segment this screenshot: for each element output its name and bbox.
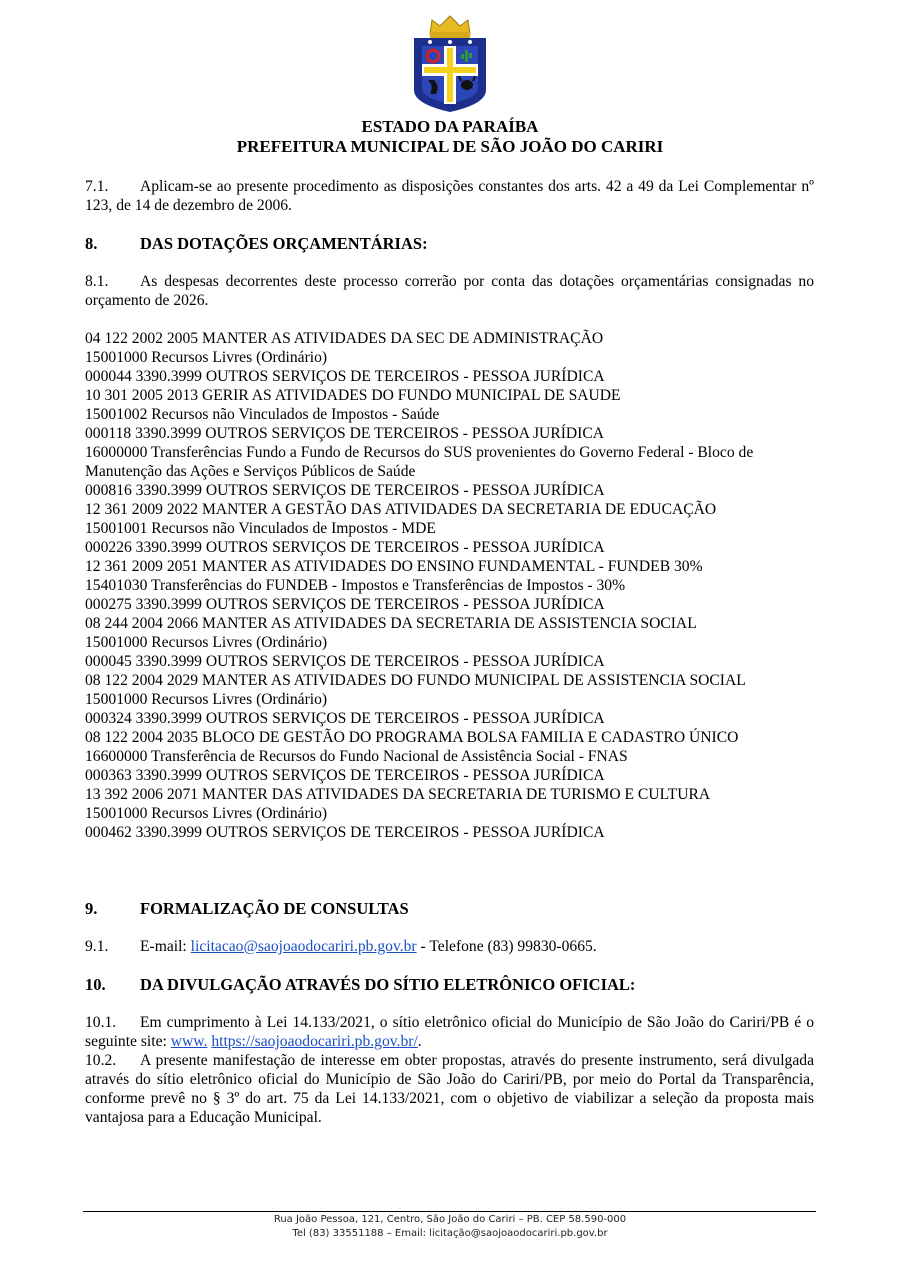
paragraph-text: A presente manifestação de interesse em obter propostas, através do presente instrumento, será divulgada através do sítio eletrônico oficial do Município de São João do Cariri/PB, por meio do Portal da Transparência, conforme prevê no § 3º do art. 75 da Lei 14.133/2021, com o objetivo de viabilizar a seleção da proposta mais vantajosa para a Educação Municipal. (85, 1052, 814, 1126)
section-title: DAS DOTAÇÕES ORÇAMENTÁRIAS: (140, 234, 428, 253)
paragraph-number: 8.1. (85, 273, 109, 290)
budget-line: 08 122 2004 2029 MANTER AS ATIVIDADES DO FUNDO MUNICIPAL DE ASSISTENCIA SOCIAL (85, 672, 746, 689)
budget-line: 000816 3390.3999 OUTROS SERVIÇOS DE TERCEIROS - PESSOA JURÍDICA (85, 482, 605, 499)
section-8-heading (85, 234, 814, 253)
budget-line: 15001000 Recursos Livres (Ordinário) (85, 805, 328, 822)
budget-line: 16000000 Transferências Fundo a Fundo de Recursos do SUS provenientes do Governo Federal - Bloco de Manutenção das Ações e Serviços Públicos de Saúde (85, 444, 754, 480)
phone-text: - Telefone (83) 99830-0665. (416, 938, 597, 955)
budget-line: 000462 3390.3999 OUTROS SERVIÇOS DE TERCEIROS - PESSOA JURÍDICA (85, 824, 605, 841)
paragraph-9-1 (85, 937, 814, 956)
paragraph-10-1 (85, 1013, 814, 1051)
paragraph-text: Aplicam-se ao presente procedimento as disposições constantes dos arts. 42 a 49 da Lei Complementar nº 123, de 14 de dezembro de 2006. (85, 178, 814, 214)
budget-line: 000275 3390.3999 OUTROS SERVIÇOS DE TERCEIROS - PESSOA JURÍDICA (85, 596, 605, 613)
budget-line: 04 122 2002 2005 MANTER AS ATIVIDADES DA SEC DE ADMINISTRAÇÃO (85, 330, 604, 347)
budget-line: 15001000 Recursos Livres (Ordinário) (85, 691, 328, 708)
budget-line: 000363 3390.3999 OUTROS SERVIÇOS DE TERCEIROS - PESSOA JURÍDICA (85, 767, 605, 784)
section-title: DA DIVULGAÇÃO ATRAVÉS DO SÍTIO ELETRÔNICO OFICIAL: (140, 975, 636, 994)
budget-line: 15001000 Recursos Livres (Ordinário) (85, 349, 328, 366)
budget-line: 16600000 Transferência de Recursos do Fundo Nacional de Assistência Social - FNAS (85, 748, 628, 765)
budget-line: 000044 3390.3999 OUTROS SERVIÇOS DE TERCEIROS - PESSOA JURÍDICA (85, 368, 605, 385)
paragraph-number: 10.1. (85, 1014, 117, 1031)
website-link[interactable]: https://saojoaodocariri.pb.gov.br/ (211, 1033, 418, 1050)
budget-line: 12 361 2009 2022 MANTER A GESTÃO DAS ATIVIDADES DA SECRETARIA DE EDUCAÇÃO (85, 501, 717, 518)
prefecture-heading: PREFEITURA MUNICIPAL DE SÃO JOÃO DO CARIRI (236, 137, 664, 156)
section-number: 8. (85, 234, 98, 253)
footer-contact: Tel (83) 33551188 – Email: licitação@saojoaodocariri.pb.gov.br (292, 1228, 608, 1239)
budget-line: 000045 3390.3999 OUTROS SERVIÇOS DE TERCEIROS - PESSOA JURÍDICA (85, 653, 605, 670)
www-link[interactable]: www. (170, 1033, 208, 1050)
paragraph-number: 9.1. (85, 938, 109, 955)
budget-line: 15001000 Recursos Livres (Ordinário) (85, 634, 328, 651)
paragraph-10-2 (85, 1051, 814, 1127)
paragraph-7-1 (85, 177, 814, 215)
budget-line: 08 244 2004 2066 MANTER AS ATIVIDADES DA SECRETARIA DE ASSISTENCIA SOCIAL (85, 615, 697, 632)
paragraph-number: 10.2. (85, 1052, 117, 1069)
budget-line: 000226 3390.3999 OUTROS SERVIÇOS DE TERCEIROS - PESSOA JURÍDICA (85, 539, 605, 556)
budget-line: 12 361 2009 2051 MANTER AS ATIVIDADES DO ENSINO FUNDAMENTAL - FUNDEB 30% (85, 558, 703, 575)
budget-line: 000324 3390.3999 OUTROS SERVIÇOS DE TERCEIROS - PESSOA JURÍDICA (85, 710, 605, 727)
budget-line: 10 301 2005 2013 GERIR AS ATIVIDADES DO FUNDO MUNICIPAL DE SAUDE (85, 387, 621, 404)
state-heading: ESTADO DA PARAÍBA (361, 117, 539, 136)
section-9-heading (85, 899, 814, 918)
section-number: 10. (85, 975, 106, 994)
paragraph-text: As despesas decorrentes deste processo correrão por conta das dotações orçamentárias consignadas no orçamento de 2026. (85, 273, 814, 309)
budget-line: 15001001 Recursos não Vinculados de Impostos - MDE (85, 520, 436, 537)
budget-allocations-list (85, 329, 814, 842)
budget-line: 15401030 Transferências do FUNDEB - Impostos e Transferências de Impostos - 30% (85, 577, 626, 594)
budget-line: 15001002 Recursos não Vinculados de Impostos - Saúde (85, 406, 440, 423)
paragraph-end: . (417, 1033, 422, 1050)
budget-line: 000118 3390.3999 OUTROS SERVIÇOS DE TERCEIROS - PESSOA JURÍDICA (85, 425, 605, 442)
section-title: FORMALIZAÇÃO DE CONSULTAS (140, 899, 409, 918)
paragraph-8-1 (85, 272, 814, 310)
email-label: E-mail: (140, 938, 191, 955)
section-10-heading (85, 975, 814, 994)
footer-divider (83, 1211, 816, 1212)
document-body (85, 177, 814, 1127)
coat-of-arms-icon (410, 12, 490, 114)
email-link[interactable]: licitacao@saojoaodocariri.pb.gov.br (190, 938, 417, 955)
budget-line: 13 392 2006 2071 MANTER DAS ATIVIDADES DA SECRETARIA DE TURISMO E CULTURA (85, 786, 711, 803)
budget-line: 08 122 2004 2035 BLOCO DE GESTÃO DO PROGRAMA BOLSA FAMILIA E CADASTRO ÚNICO (85, 729, 739, 746)
paragraph-text: Em cumprimento à Lei 14.133/2021, o sítio eletrônico oficial do Município de São João do Cariri/PB é o seguinte site: (85, 1014, 814, 1050)
footer-address: Rua João Pessoa, 121, Centro, São João do Cariri – PB. CEP 58.590-000 (273, 1214, 627, 1225)
section-number: 9. (85, 899, 98, 918)
paragraph-number: 7.1. (85, 178, 109, 195)
